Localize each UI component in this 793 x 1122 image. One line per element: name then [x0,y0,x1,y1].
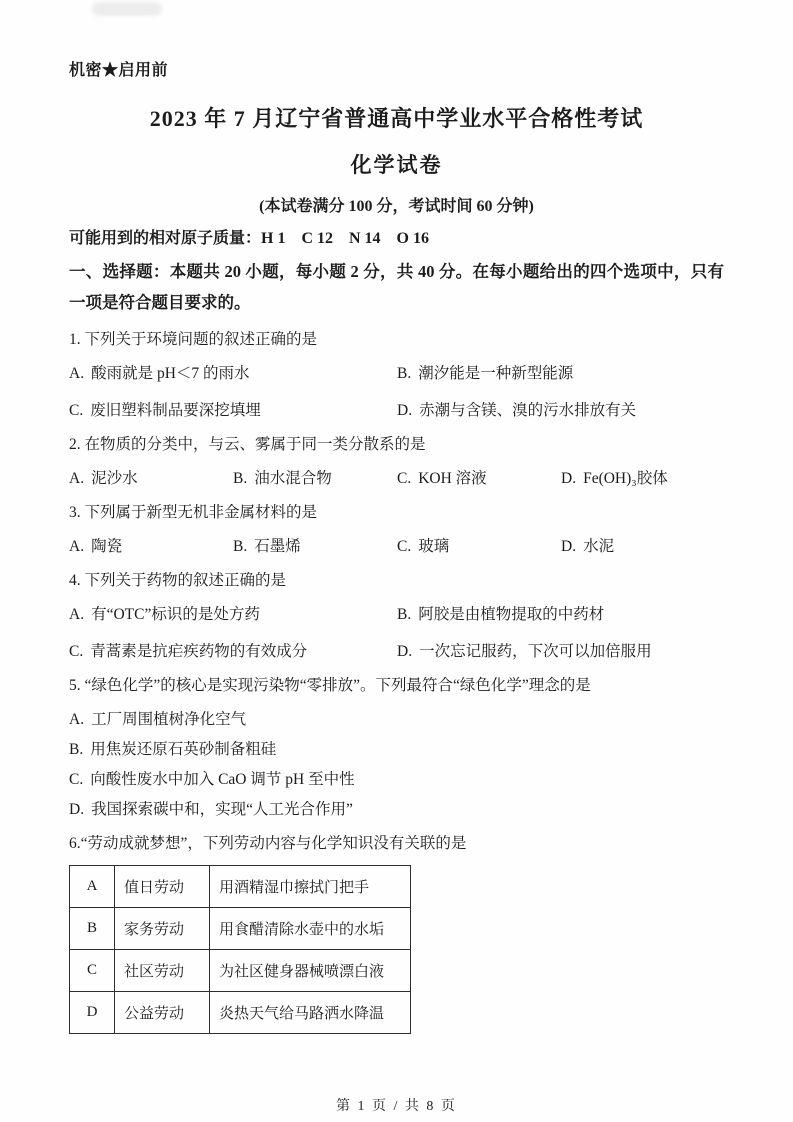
option-label: A. [69,711,85,728]
table-cell-description: 用酒精湿巾擦拭门把手 [210,866,411,908]
question-options [69,535,724,559]
option-text: 我国探索碳中和，实现“人工光合作用” [91,801,353,818]
option-text: 石墨烯 [254,538,301,555]
table-cell-option: C [70,950,115,992]
option-label: D. [561,470,577,487]
option-label: B. [233,470,248,487]
option-text: 水泥 [583,538,615,555]
table-cell-description: 炎热天气给马路洒水降温 [210,992,411,1034]
option-label: C. [69,643,84,660]
question-1 [69,328,724,423]
option-b [233,535,397,559]
option-label: D. [397,643,413,660]
table-cell-category: 公益劳动 [115,992,210,1034]
option-a [69,467,233,491]
question-6 [69,832,724,1034]
q6-table [69,865,411,1034]
question-number: 2. [69,436,81,453]
question-5 [69,674,724,822]
question-2 [69,433,724,491]
option-d [69,798,724,822]
question-stem [69,832,724,856]
question-options [69,362,724,423]
question-stem [69,433,724,457]
option-c [69,768,724,792]
option-c [69,399,397,423]
table-cell-option: B [70,908,115,950]
option-label: A. [69,365,85,382]
option-c [397,467,561,491]
option-d [561,535,724,559]
question-options [69,708,724,822]
question-4 [69,569,724,664]
question-text: “绿色化学”的核心是实现污染物“零排放”。下列最符合“绿色化学”理念的是 [84,677,591,694]
option-text: 赤潮与含镁、溴的污水排放有关 [419,402,637,419]
scan-artifact [92,2,162,16]
question-text: 在物质的分类中，与云、雾属于同一类分散系的是 [84,436,426,453]
question-number: 6. [69,835,81,852]
option-text: Fe(OH)₃胶体 [583,470,668,487]
option-text: 酸雨就是 pH＜7 的雨水 [91,365,250,382]
table-cell-option: A [70,866,115,908]
table-cell-description: 用食醋清除水壶中的水垢 [210,908,411,950]
exam-note: (本试卷满分 100 分，考试时间 60 分钟) [259,198,534,215]
option-label: C. [397,470,412,487]
option-label: D. [69,801,85,818]
option-label: B. [397,365,412,382]
option-c [69,640,397,664]
option-text: 向酸性废水中加入 CaO 调节 pH 至中性 [90,771,355,788]
option-text: KOH 溶液 [418,470,487,487]
table-row [70,866,411,908]
option-text: 一次忘记服药，下次可以加倍服用 [419,643,652,660]
option-text: 有“OTC”标识的是处方药 [91,606,260,623]
table-cell-category: 值日劳动 [115,866,210,908]
option-b [69,738,724,762]
question-number: 4. [69,572,81,589]
option-label: B. [69,741,84,758]
table-row [70,908,411,950]
option-text: 油水混合物 [254,470,332,487]
option-text: 青蒿素是抗疟疾药物的有效成分 [90,643,308,660]
page-footer: 第 1 页 / 共 8 页 [336,1099,457,1114]
option-b [397,362,724,386]
question-text: 下列关于药物的叙述正确的是 [84,572,287,589]
option-a [69,603,397,627]
question-text: 下列属于新型无机非金属材料的是 [84,504,318,521]
page-subtitle: 化学试卷 [350,153,443,177]
option-text: 陶瓷 [91,538,123,555]
option-d [397,399,724,423]
table-row [70,950,411,992]
option-label: A. [69,606,85,623]
question-number: 5. [69,677,81,694]
question-number: 3. [69,504,81,521]
table-row [70,992,411,1034]
question-number: 1. [69,331,81,348]
question-3 [69,501,724,559]
option-text: 工厂周围植树净化空气 [91,711,247,728]
option-b [397,603,724,627]
option-a [69,362,397,386]
option-text: 废旧塑料制品要深挖填埋 [90,402,261,419]
option-label: A. [69,538,85,555]
option-a [69,708,724,732]
table-cell-category: 家务劳动 [115,908,210,950]
option-text: 潮汐能是一种新型能源 [418,365,574,382]
option-label: C. [69,402,84,419]
section-heading: 一、选择题：本题共 20 小题，每小题 2 分，共 40 分。在每小题给出的四个选项中，只有一项是符合题目要求的。 [69,262,724,312]
option-b [233,467,397,491]
question-stem [69,501,724,525]
question-options [69,467,724,491]
option-text: 泥沙水 [91,470,138,487]
option-label: C. [69,771,84,788]
option-label: D. [397,402,413,419]
table-cell-category: 社区劳动 [115,950,210,992]
option-label: B. [397,606,412,623]
option-d [397,640,724,664]
option-d [561,467,724,491]
table-cell-description: 为社区健身器械喷漂白液 [210,950,411,992]
option-c [397,535,561,559]
option-label: B. [233,538,248,555]
option-text: 玻璃 [418,538,450,555]
page-title: 2023 年 7 月辽宁省普通高中学业水平合格性考试 [149,106,644,131]
confidential-label: 机密★启用前 [69,62,169,79]
table-cell-option: D [70,992,115,1034]
question-options [69,603,724,664]
option-label: D. [561,538,577,555]
question-stem [69,569,724,593]
question-text: “劳动成就梦想”，下列劳动内容与化学知识没有关联的是 [80,835,467,852]
question-text: 下列关于环境问题的叙述正确的是 [84,331,318,348]
atomic-mass-note: 可能用到的相对原子质量：H 1 C 12 N 14 O 16 [69,230,430,247]
option-text: 阿胶是由植物提取的中药材 [418,606,605,623]
option-label: C. [397,538,412,555]
question-stem [69,674,724,698]
question-stem [69,328,724,352]
option-text: 用焦炭还原石英砂制备粗硅 [90,741,277,758]
option-label: A. [69,470,85,487]
option-a [69,535,233,559]
